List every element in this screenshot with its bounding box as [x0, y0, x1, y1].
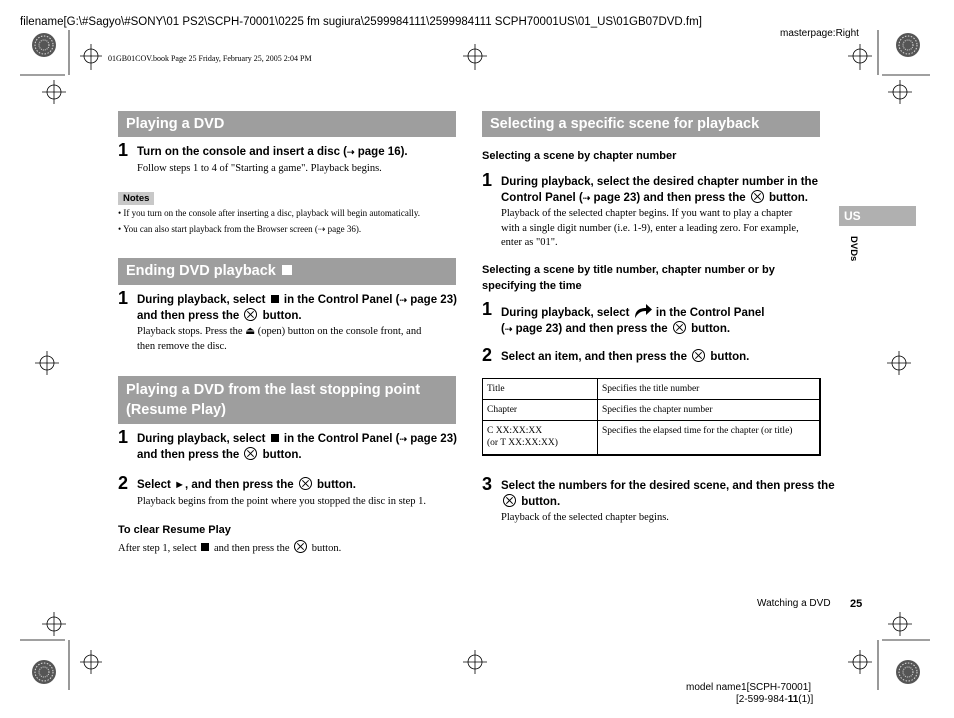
clear-resume-heading: To clear Resume Play [118, 524, 231, 536]
stop-icon [271, 434, 279, 442]
table-row [483, 379, 821, 400]
jump-arrow-icon [633, 303, 653, 319]
book-info-line: 01GB01COV.book Page 25 Friday, February 25, 2005 2:04 PM [108, 54, 312, 63]
cross-button-icon [673, 321, 686, 334]
step-number: 1 [118, 288, 129, 308]
resume-step1-text: During playback, select in the Control Panel (⇢ page 23) and then press the button. [137, 433, 457, 461]
section-playing-dvd-title: Playing a DVD [118, 111, 456, 137]
step-number: 2 [482, 345, 493, 365]
registration-mark-tl [80, 44, 102, 70]
table-cell: Title [483, 379, 598, 400]
note-item: • You can also start playback from the Browser screen (⇢ page 36). [118, 224, 362, 234]
page-ref-arrow-icon: ⇢ [317, 224, 326, 234]
ending-step1-text: During playback, select in the Control Panel (⇢ page 23) and then press the button. [137, 294, 457, 322]
section-resume-title: Playing a DVD from the last stopping point (Resume Play) [118, 376, 456, 424]
cross-button-icon [294, 540, 307, 553]
clear-resume-body: After step 1, select and then press the button. [118, 540, 341, 557]
section-ending-title: Ending DVD playback [118, 258, 456, 285]
chapter-side-label: DVDs [848, 236, 859, 262]
step-number: 2 [118, 473, 129, 493]
play-icon: ► [174, 479, 185, 491]
title-time-subheading: Selecting a scene by title number, chapter number or by specifying the time [482, 264, 775, 292]
playing-step1-text: Turn on the console and insert a disc (⇢ page 16). [137, 146, 408, 158]
step-number: 1 [482, 170, 493, 190]
footer-section-label: Watching a DVD [757, 598, 831, 609]
page-ref-arrow-icon: ⇢ [582, 193, 591, 203]
ending-step1-body: Playback stops. Press the ⏏ (open) button on the console front, and then remove the disc. [137, 326, 422, 352]
resume-step2-body: Playback begins from the point where you stopped the disc in step 1. [137, 496, 426, 507]
page-ref-arrow-icon: ⇢ [347, 147, 355, 157]
cross-button-icon [692, 349, 705, 362]
stop-icon [271, 295, 279, 303]
note-item: • If you turn on the console after inserting a disc, playback will begin automatically. [118, 208, 420, 218]
chapter-subheading: Selecting a scene by chapter number [482, 150, 677, 162]
cross-button-icon [751, 190, 764, 203]
chapter-step1-text: During playback, select the desired chapter number in the Control Panel (⇢ page 23) and then press the button. [501, 176, 818, 204]
page-ref-arrow-icon: ⇢ [504, 324, 513, 334]
table-cell: Specifies the chapter number [598, 400, 821, 421]
region-tab: US [839, 206, 916, 226]
stop-icon [282, 265, 292, 275]
title-step2-text: Select an item, and then press the button. [501, 351, 750, 363]
table-row [483, 400, 821, 421]
registration-disc-tl [32, 33, 56, 57]
table-cell: Chapter [483, 400, 598, 421]
model-name: model name1[SCPH-70001] [686, 682, 812, 693]
page-ref-arrow-icon: ⇢ [399, 295, 408, 305]
resume-step2-text: Select ►, and then press the button. [137, 479, 356, 491]
title-step1-text: During playback, select in the Control Panel (⇢ page 23) and then press the button. [501, 303, 765, 337]
eject-icon: ⏏ [245, 326, 256, 337]
masterpage-label: masterpage:Right [780, 28, 859, 39]
notes-label: Notes [118, 192, 154, 205]
page-number: 25 [850, 598, 863, 610]
model-code: [2-599-984-11(1)] [736, 694, 814, 705]
table-cell: Specifies the title number [598, 379, 821, 400]
filename-header: filename[G:\#Sagyo\#SONY\01 PS2\SCPH-70001\0225 fm sugiura\2599984111\2599984111 SCPH70001US\01_US\01GB07DVD.fm] [20, 16, 702, 28]
section-selecting-scene-title: Selecting a specific scene for playback [482, 111, 820, 137]
stop-icon [201, 543, 209, 551]
chapter-step1-body: Playback of the selected chapter begins. If you want to play a chapter with a single digit number (i.e. 1-9), enter a leading zero. For example, enter as "01". [501, 208, 799, 248]
cross-button-icon [244, 308, 257, 321]
page-ref-arrow-icon: ⇢ [399, 434, 408, 444]
step-number: 1 [482, 299, 493, 319]
playing-step1-body: Follow steps 1 to 4 of "Starting a game". Playback begins. [137, 163, 382, 174]
step-number: 3 [482, 474, 493, 494]
table-cell: C XX:XX:XX (or T XX:XX:XX) [483, 421, 598, 455]
title-step3-text: Select the numbers for the desired scene, and then press the button. [501, 480, 835, 508]
step-number: 1 [118, 140, 129, 160]
title-step3-body: Playback of the selected chapter begins. [501, 512, 669, 523]
table-cell: Specifies the elapsed time for the chapter (or title) [598, 421, 821, 455]
scene-options-table [482, 378, 821, 456]
step-number: 1 [118, 427, 129, 447]
cross-button-icon [244, 447, 257, 460]
table-row [483, 421, 821, 455]
cross-button-icon [503, 494, 516, 507]
cross-button-icon [299, 477, 312, 490]
